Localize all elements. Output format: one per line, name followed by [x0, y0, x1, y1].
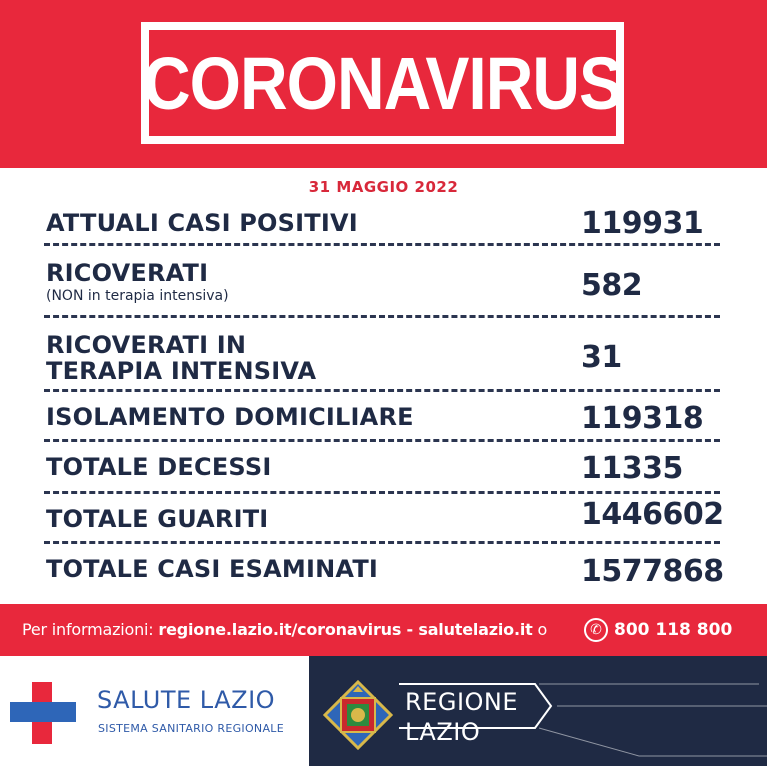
stat-row-positivi: [44, 200, 720, 246]
regione-line1: REGIONE: [405, 688, 519, 716]
report-date: 31 MAGGIO 2022: [308, 178, 459, 196]
stat-row-decessi: [44, 442, 720, 494]
info-prefix: Per informazioni:: [22, 620, 159, 639]
stat-value: 119931: [581, 206, 704, 241]
stat-label-line2: TERAPIA INTENSIVA: [46, 357, 317, 385]
cross-icon-center: [32, 702, 52, 722]
regione-lazio-logo: [309, 656, 767, 766]
stat-sublabel: (NON in terapia intensiva): [46, 288, 229, 304]
phone-number[interactable]: 800 118 800: [614, 620, 733, 640]
stat-row-isolamento: [44, 392, 720, 442]
stat-value: 582: [581, 268, 643, 303]
stat-value: 119318: [581, 401, 704, 436]
header-banner: [0, 0, 767, 168]
stat-row-terapia-intensiva: [44, 318, 720, 392]
salute-lazio-logo: [0, 656, 309, 766]
stat-row-ricoverati: [44, 246, 720, 318]
phone-icon: ✆: [584, 618, 608, 642]
stat-row-guariti: [44, 494, 724, 544]
stat-label: RICOVERATI: [46, 259, 209, 287]
stat-label: TOTALE DECESSI: [46, 453, 272, 481]
title-box: [141, 22, 624, 144]
stats-table: [44, 200, 724, 594]
info-link-regione[interactable]: regione.lazio.it/coronavirus: [158, 620, 402, 639]
page-title: CORONAVIRUS: [142, 41, 623, 125]
stat-value: 31: [581, 340, 622, 375]
stat-row-casi-esaminati: [44, 544, 724, 594]
stat-value: 1446602: [581, 497, 724, 532]
info-text: [22, 620, 547, 639]
salute-subtitle: SISTEMA SANITARIO REGIONALE: [98, 722, 284, 735]
stat-value: 1577868: [581, 554, 724, 589]
info-link-salute[interactable]: salutelazio.it: [418, 620, 533, 639]
stat-label: TOTALE GUARITI: [46, 505, 269, 533]
stat-label: ATTUALI CASI POSITIVI: [46, 209, 358, 237]
stat-label: [46, 332, 316, 384]
stat-label-line1: RICOVERATI IN: [46, 331, 247, 359]
regione-line2: LAZIO: [405, 718, 481, 746]
info-separator: -: [401, 620, 419, 639]
stat-label: ISOLAMENTO DOMICILIARE: [46, 403, 414, 431]
stat-label: TOTALE CASI ESAMINATI: [46, 555, 379, 583]
stat-value: 11335: [581, 451, 683, 486]
info-bar: [0, 604, 767, 656]
info-or: o: [532, 620, 548, 639]
regione-emblem-icon: [323, 680, 393, 750]
salute-title: SALUTE LAZIO: [97, 686, 276, 714]
